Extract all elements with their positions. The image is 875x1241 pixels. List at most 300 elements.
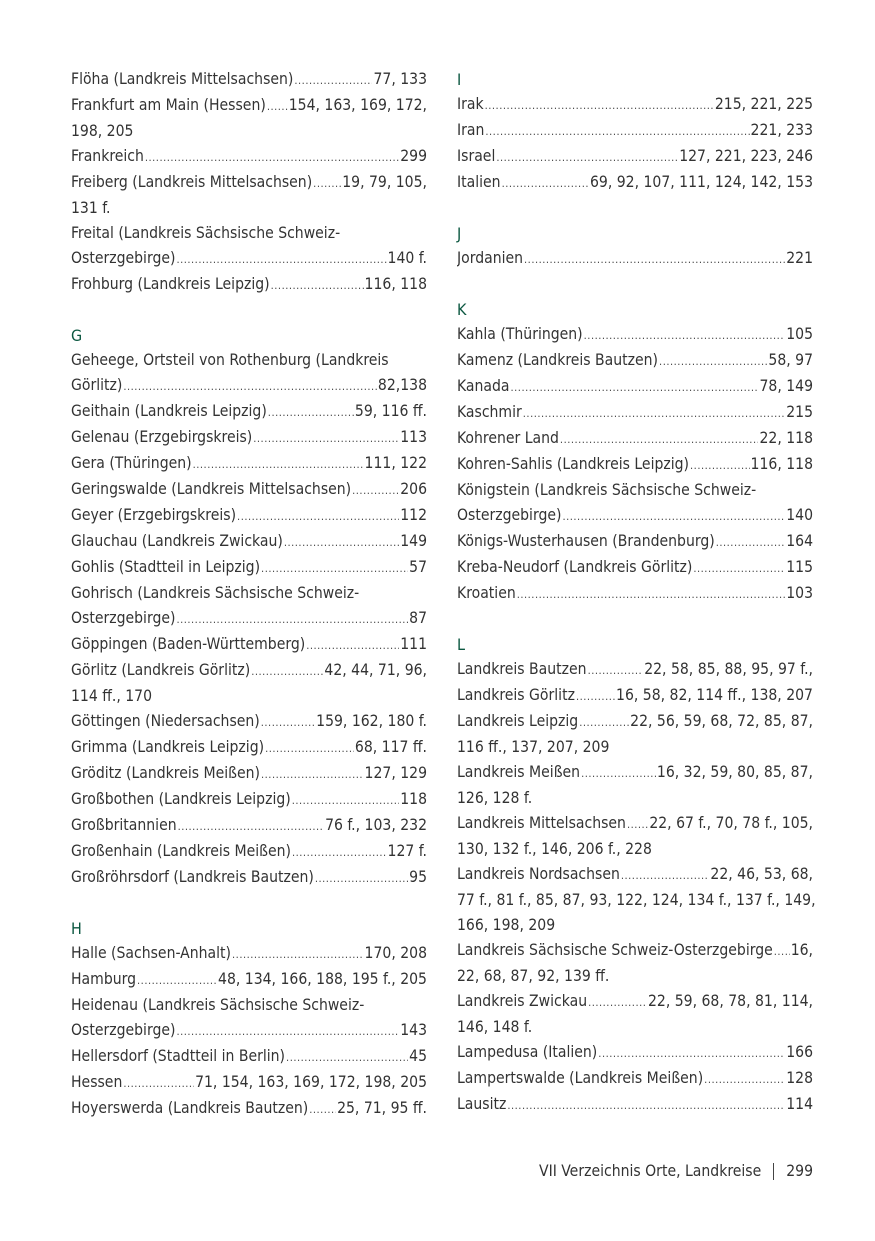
entry-name: Kroatien — [457, 584, 516, 602]
dot-leader — [261, 710, 315, 735]
dot-leader — [292, 788, 399, 813]
entry-name: Görlitz) — [71, 376, 123, 394]
index-entry-line — [71, 399, 427, 425]
index-entry — [71, 555, 427, 581]
index-entry-line — [71, 1070, 427, 1096]
entry-name: Hellersdorf (Stadtteil in Berlin) — [71, 1047, 286, 1065]
index-entry — [71, 658, 427, 709]
entry-name: Osterzgebirge) — [457, 506, 562, 524]
dot-leader — [485, 119, 749, 144]
index-entry-line — [457, 348, 813, 374]
entry-pages: 127 f. — [387, 842, 427, 860]
dot-leader — [690, 453, 750, 478]
index-entry-line — [71, 67, 427, 93]
section-spacer — [457, 272, 813, 297]
index-entry — [457, 452, 813, 478]
entry-pages: 16, — [790, 941, 813, 959]
entry-pages: 58, 97 — [768, 351, 813, 369]
entry-name: Göppingen (Baden-Württemberg) — [71, 635, 306, 653]
dot-leader — [267, 94, 288, 119]
dot-leader — [523, 401, 785, 426]
entry-pages: 111 — [400, 635, 427, 653]
dot-leader — [502, 171, 589, 196]
index-entry — [71, 529, 427, 555]
index-entry — [71, 170, 427, 221]
dot-leader — [284, 530, 399, 555]
entry-name: Kanada — [457, 377, 510, 395]
section-letter: I — [457, 70, 462, 89]
dot-leader — [313, 171, 341, 196]
index-entry — [71, 1044, 427, 1070]
entry-name: Großbothen (Landkreis Leipzig) — [71, 790, 291, 808]
entry-pages: 149 — [400, 532, 427, 550]
index-entry-line — [457, 503, 813, 529]
index-entry — [457, 400, 813, 426]
dot-leader — [704, 1067, 785, 1092]
entry-pages: 164 — [786, 532, 813, 550]
index-entry-line — [71, 170, 427, 196]
entry-pages: 127, 129 — [364, 764, 427, 782]
entry-continuation: 146, 148 f. — [457, 1018, 533, 1036]
entry-name: Kohrener Land — [457, 429, 559, 447]
index-entry-line — [457, 426, 813, 452]
section-spacer — [71, 298, 427, 323]
index-entry — [71, 735, 427, 761]
running-footer — [539, 1160, 813, 1182]
dot-leader — [237, 504, 399, 529]
entry-name: Landkreis Mittelsachsen — [457, 814, 626, 832]
index-entry-line — [457, 989, 813, 1015]
entry-pages: 22, 58, 85, 88, 95, 97 f., — [644, 660, 813, 678]
entry-name: Gelenau (Erzgebirgskreis) — [71, 428, 253, 446]
index-entry-line — [457, 862, 813, 888]
index-entry-line — [457, 811, 813, 837]
index-entry-line — [457, 1040, 813, 1066]
index-entry-line — [71, 1096, 427, 1122]
entry-name: Görlitz (Landkreis Görlitz) — [71, 661, 251, 679]
index-entry — [457, 1040, 813, 1066]
index-entry — [457, 426, 813, 452]
dot-leader — [251, 659, 323, 684]
dot-leader — [261, 556, 408, 581]
entry-pages: 112 — [400, 506, 427, 524]
entry-name: Landkreis Meißen — [457, 763, 581, 781]
section-letter: J — [457, 224, 462, 243]
entry-name: Geringswalde (Landkreis Mittelsachsen) — [71, 480, 352, 498]
entry-name: Kaschmir — [457, 403, 522, 421]
entry-name: Kahla (Thüringen) — [457, 325, 583, 343]
entry-pages: 170, 208 — [364, 944, 427, 962]
entry-pages: 42, 44, 71, 96, — [324, 661, 427, 679]
dot-leader — [253, 426, 399, 451]
index-column-left — [71, 67, 427, 1122]
entry-pages: 48, 134, 166, 188, 195 f., 205 — [218, 970, 427, 988]
entry-continuation: 22, 68, 87, 92, 139 ff. — [457, 967, 610, 985]
entry-continuation: 131 f. — [71, 199, 111, 217]
index-entry-line — [71, 735, 427, 761]
entry-pages: 68, 117 ff. — [354, 738, 427, 756]
entry-pages: 82,138 — [377, 376, 427, 394]
index-entry-line — [71, 425, 427, 451]
entry-name: Israel — [457, 147, 496, 165]
entry-pages: 78, 149 — [759, 377, 813, 395]
index-entry — [457, 862, 816, 938]
dot-leader — [261, 762, 364, 787]
entry-name: Halle (Sachsen-Anhalt) — [71, 944, 232, 962]
index-entry-line — [71, 246, 427, 272]
index-entry-line — [71, 451, 427, 477]
section-spacer — [71, 891, 427, 916]
index-entry-line — [71, 144, 427, 170]
index-entry — [71, 503, 427, 529]
entry-name: Göttingen (Niedersachsen) — [71, 712, 260, 730]
dot-leader — [511, 375, 759, 400]
entry-continuation: 114 ff., 170 — [71, 687, 153, 705]
index-entry-line — [457, 170, 813, 196]
index-entry-line — [457, 246, 813, 272]
dot-leader — [693, 556, 785, 581]
index-entry-line — [71, 529, 427, 555]
entry-continuation: Heidenau (Landkreis Sächsische Schweiz- — [71, 996, 365, 1014]
dot-leader — [271, 273, 364, 298]
entry-pages: 127, 221, 223, 246 — [679, 147, 813, 165]
dot-leader — [306, 633, 399, 658]
index-entry — [71, 865, 427, 891]
entry-name: Lampertswalde (Landkreis Meißen) — [457, 1069, 704, 1087]
dot-leader — [716, 530, 785, 555]
entry-name: Frankreich — [71, 147, 144, 165]
entry-name: Osterzgebirge) — [71, 609, 176, 627]
entry-name: Landkreis Bautzen — [457, 660, 587, 678]
section-letter: G — [71, 326, 83, 345]
dot-leader — [178, 814, 324, 839]
entry-pages: 299 — [400, 147, 427, 165]
index-entry — [71, 477, 427, 503]
index-entry-line — [457, 322, 813, 348]
dot-leader — [292, 840, 387, 865]
entry-pages: 116, 118 — [750, 455, 813, 473]
index-entry — [457, 555, 813, 581]
index-entry — [457, 322, 813, 348]
entry-continuation: Gohrisch (Landkreis Sächsische Schweiz- — [71, 584, 360, 602]
entry-pages: 140 — [786, 506, 813, 524]
entry-pages: 103 — [786, 584, 813, 602]
dot-leader — [485, 93, 714, 118]
dot-leader — [524, 247, 785, 272]
entry-name: Landkreis Sächsische Schweiz-Osterzgebirge — [457, 941, 773, 959]
entry-name: Iran — [457, 121, 485, 139]
entry-continuation: 126, 128 f. — [457, 789, 533, 807]
index-entry — [457, 374, 813, 400]
entry-continuation: Königstein (Landkreis Sächsische Schweiz- — [457, 481, 757, 499]
entry-name: Grimma (Landkreis Leipzig) — [71, 738, 265, 756]
dot-leader — [137, 968, 217, 993]
index-entry — [71, 941, 427, 967]
entry-continuation: 116 ff., 137, 207, 209 — [457, 738, 610, 756]
index-entry — [71, 144, 427, 170]
entry-pages: 215 — [786, 403, 813, 421]
dot-leader — [315, 866, 408, 891]
entry-pages: 221, 233 — [750, 121, 813, 139]
index-entry-line — [457, 709, 813, 735]
entry-name: Jordanien — [457, 249, 524, 267]
entry-continuation: 130, 132 f., 146, 206 f., 228 — [457, 840, 652, 858]
index-entry — [457, 989, 813, 1040]
index-entry — [71, 221, 427, 272]
dot-leader — [294, 68, 372, 93]
dot-leader — [774, 939, 790, 964]
entry-name: Großenhain (Landkreis Meißen) — [71, 842, 291, 860]
entry-pages: 19, 79, 105, — [342, 173, 427, 191]
entry-pages: 166 — [786, 1043, 813, 1061]
entry-pages: 116, 118 — [364, 275, 427, 293]
dot-leader — [232, 942, 364, 967]
index-entry-line — [71, 606, 427, 632]
entry-pages: 113 — [400, 428, 427, 446]
entry-name: Gröditz (Landkreis Meißen) — [71, 764, 261, 782]
section-letter: H — [71, 919, 82, 938]
entry-name: Kamenz (Landkreis Bautzen) — [457, 351, 659, 369]
dot-leader — [584, 323, 786, 348]
entry-name: Großbritannien — [71, 816, 177, 834]
dot-leader — [145, 145, 399, 170]
index-entry — [71, 839, 427, 865]
entry-pages: 76 f., 103, 232 — [325, 816, 427, 834]
dot-leader — [627, 812, 648, 837]
index-entry — [71, 709, 427, 735]
entry-name: Hoyerswerda (Landkreis Bautzen) — [71, 1099, 309, 1117]
index-entry — [71, 1096, 427, 1122]
index-entry-line — [71, 761, 427, 787]
entry-name: Gohlis (Stadtteil in Leipzig) — [71, 558, 261, 576]
section-spacer — [457, 196, 813, 221]
entry-pages: 128 — [786, 1069, 813, 1087]
entry-name: Glauchau (Landkreis Zwickau) — [71, 532, 283, 550]
entry-pages: 57 — [409, 558, 427, 576]
entry-pages: 154, 163, 169, 172, — [288, 96, 427, 114]
entry-name: Lausitz — [457, 1095, 507, 1113]
entry-pages: 77, 133 — [373, 70, 427, 88]
index-entry-line — [457, 1092, 813, 1118]
index-entry — [71, 761, 427, 787]
entry-name: Osterzgebirge) — [71, 1021, 176, 1039]
index-entry — [457, 1066, 813, 1092]
index-entry-line — [71, 93, 427, 119]
section-letter: L — [457, 635, 466, 654]
index-entry-line — [457, 400, 813, 426]
dot-leader — [265, 736, 354, 761]
index-entry — [71, 451, 427, 477]
index-entry — [71, 272, 427, 298]
index-entry-line — [457, 92, 813, 118]
index-entry — [457, 529, 813, 555]
dot-leader — [579, 710, 629, 735]
entry-name: Geyer (Erzgebirgskreis) — [71, 506, 237, 524]
entry-pages: 105 — [786, 325, 813, 343]
index-entry — [71, 399, 427, 425]
entry-name: Königs-Wusterhausen (Brandenburg) — [457, 532, 715, 550]
entry-pages: 45 — [409, 1047, 427, 1065]
index-entry — [71, 581, 427, 632]
dot-leader — [598, 1041, 785, 1066]
entry-pages: 22, 59, 68, 78, 81, 114, — [647, 992, 813, 1010]
entry-name: Kreba-Neudorf (Landkreis Görlitz) — [457, 558, 693, 576]
entry-continuation: 77 f., 81 f., 85, 87, 93, 122, 124, 134 f., 137 f., 149, — [457, 891, 816, 909]
index-entry-line — [71, 813, 427, 839]
page-number: 299 — [786, 1162, 813, 1180]
footer-section-title: VII Verzeichnis Orte, Landkreise — [538, 1162, 762, 1180]
entry-name: Hessen — [71, 1073, 123, 1091]
entry-name: Lampedusa (Italien) — [457, 1043, 598, 1061]
dot-leader — [560, 427, 759, 452]
index-entry — [71, 67, 427, 93]
index-entry-line — [457, 529, 813, 555]
dot-leader — [176, 607, 408, 632]
section-spacer — [457, 607, 813, 632]
index-entry-line — [71, 632, 427, 658]
entry-continuation: 198, 205 — [71, 122, 134, 140]
entry-name: Freiberg (Landkreis Mittelsachsen) — [71, 173, 313, 191]
dot-leader — [576, 684, 615, 709]
entry-pages: 22, 56, 59, 68, 72, 85, 87, — [630, 712, 813, 730]
index-entry — [71, 813, 427, 839]
entry-name: Großröhrsdorf (Landkreis Bautzen) — [71, 868, 314, 886]
entry-pages: 118 — [400, 790, 427, 808]
index-entry — [71, 425, 427, 451]
dot-leader — [352, 478, 399, 503]
dot-leader — [286, 1045, 408, 1070]
index-entry — [71, 348, 427, 399]
entry-name: Gera (Thüringen) — [71, 454, 192, 472]
entry-continuation: 166, 198, 209 — [457, 916, 556, 934]
entry-pages: 206 — [400, 480, 427, 498]
dot-leader — [193, 452, 364, 477]
dot-leader — [517, 582, 785, 607]
index-entry-line — [457, 657, 813, 683]
entry-name: Osterzgebirge) — [71, 249, 176, 267]
dot-leader — [309, 1097, 336, 1122]
index-entry-line — [457, 555, 813, 581]
dot-leader — [588, 658, 644, 683]
entry-pages: 87 — [409, 609, 427, 627]
entry-continuation: Geheege, Ortsteil von Rothenburg (Landkreis — [71, 351, 389, 369]
entry-pages: 140 f. — [387, 249, 427, 267]
index-entry-line — [457, 1066, 813, 1092]
entry-pages: 22, 118 — [759, 429, 813, 447]
dot-leader — [621, 863, 710, 888]
dot-leader — [562, 504, 785, 529]
entry-name: Landkreis Nordsachsen — [457, 865, 620, 883]
index-entry-line — [71, 709, 427, 735]
index-entry — [457, 938, 813, 989]
index-entry — [457, 760, 813, 811]
index-entry — [457, 478, 813, 529]
index-entry-line — [71, 941, 427, 967]
entry-pages: 16, 32, 59, 80, 85, 87, — [656, 763, 813, 781]
index-entry-line — [71, 865, 427, 891]
index-entry — [457, 581, 813, 607]
index-entry-line — [457, 374, 813, 400]
index-entry-line — [457, 452, 813, 478]
index-entry — [457, 709, 813, 760]
entry-name: Landkreis Zwickau — [457, 992, 588, 1010]
entry-name: Irak — [457, 95, 484, 113]
entry-pages: 111, 122 — [364, 454, 427, 472]
entry-pages: 71, 154, 163, 169, 172, 198, 205 — [195, 1073, 427, 1091]
index-entry — [457, 246, 813, 272]
entry-name: Landkreis Görlitz — [457, 686, 575, 704]
index-entry — [457, 683, 813, 709]
entry-pages: 221 — [786, 249, 813, 267]
index-entry-line — [71, 272, 427, 298]
index-entry — [457, 1092, 813, 1118]
index-entry — [457, 144, 813, 170]
entry-name: Italien — [457, 173, 501, 191]
section-letter: K — [457, 300, 467, 319]
entry-pages: 95 — [409, 868, 427, 886]
index-column-right — [457, 67, 816, 1118]
entry-continuation: Freital (Landkreis Sächsische Schweiz- — [71, 224, 341, 242]
entry-pages: 59, 116 ff. — [354, 402, 427, 420]
index-entry-line — [71, 839, 427, 865]
index-entry — [71, 632, 427, 658]
index-entry — [71, 993, 427, 1044]
dot-leader — [588, 990, 647, 1015]
index-entry-line — [457, 683, 813, 709]
index-entry — [457, 811, 813, 862]
footer-separator — [773, 1163, 774, 1180]
index-entry-line — [457, 118, 813, 144]
entry-name: Kohren-Sahlis (Landkreis Leipzig) — [457, 455, 690, 473]
index-entry — [457, 92, 813, 118]
entry-pages: 22, 46, 53, 68, — [710, 865, 813, 883]
entry-pages: 115 — [786, 558, 813, 576]
dot-leader — [581, 761, 656, 786]
index-entry-line — [71, 555, 427, 581]
index-entry — [457, 118, 813, 144]
index-entry-line — [71, 658, 427, 684]
entry-name: Landkreis Leipzig — [457, 712, 579, 730]
entry-name: Hamburg — [71, 970, 137, 988]
dot-leader — [176, 247, 386, 272]
index-entry — [457, 348, 813, 374]
index-entry — [71, 967, 427, 993]
index-entry — [457, 657, 813, 683]
entry-pages: 159, 162, 180 f. — [316, 712, 427, 730]
entry-pages: 22, 67 f., 70, 78 f., 105, — [649, 814, 813, 832]
entry-pages: 143 — [400, 1021, 427, 1039]
dot-leader — [659, 349, 767, 374]
index-entry-line — [457, 760, 813, 786]
index-entry-line — [457, 581, 813, 607]
entry-name: Flöha (Landkreis Mittelsachsen) — [71, 70, 294, 88]
entry-pages: 114 — [786, 1095, 813, 1113]
entry-name: Frohburg (Landkreis Leipzig) — [71, 275, 270, 293]
index-entry-line — [71, 477, 427, 503]
entry-pages: 25, 71, 95 ff. — [337, 1099, 427, 1117]
entry-pages: 16, 58, 82, 114 ff., 138, 207 — [616, 686, 813, 704]
index-entry-line — [71, 1018, 427, 1044]
index-entry-line — [457, 938, 813, 964]
dot-leader — [123, 374, 377, 399]
entry-pages: 215, 221, 225 — [714, 95, 813, 113]
index-entry — [457, 170, 813, 196]
index-entry — [71, 93, 427, 144]
dot-leader — [496, 145, 678, 170]
entry-pages: 69, 92, 107, 111, 124, 142, 153 — [589, 173, 813, 191]
index-entry-line — [71, 967, 427, 993]
dot-leader — [507, 1093, 785, 1118]
